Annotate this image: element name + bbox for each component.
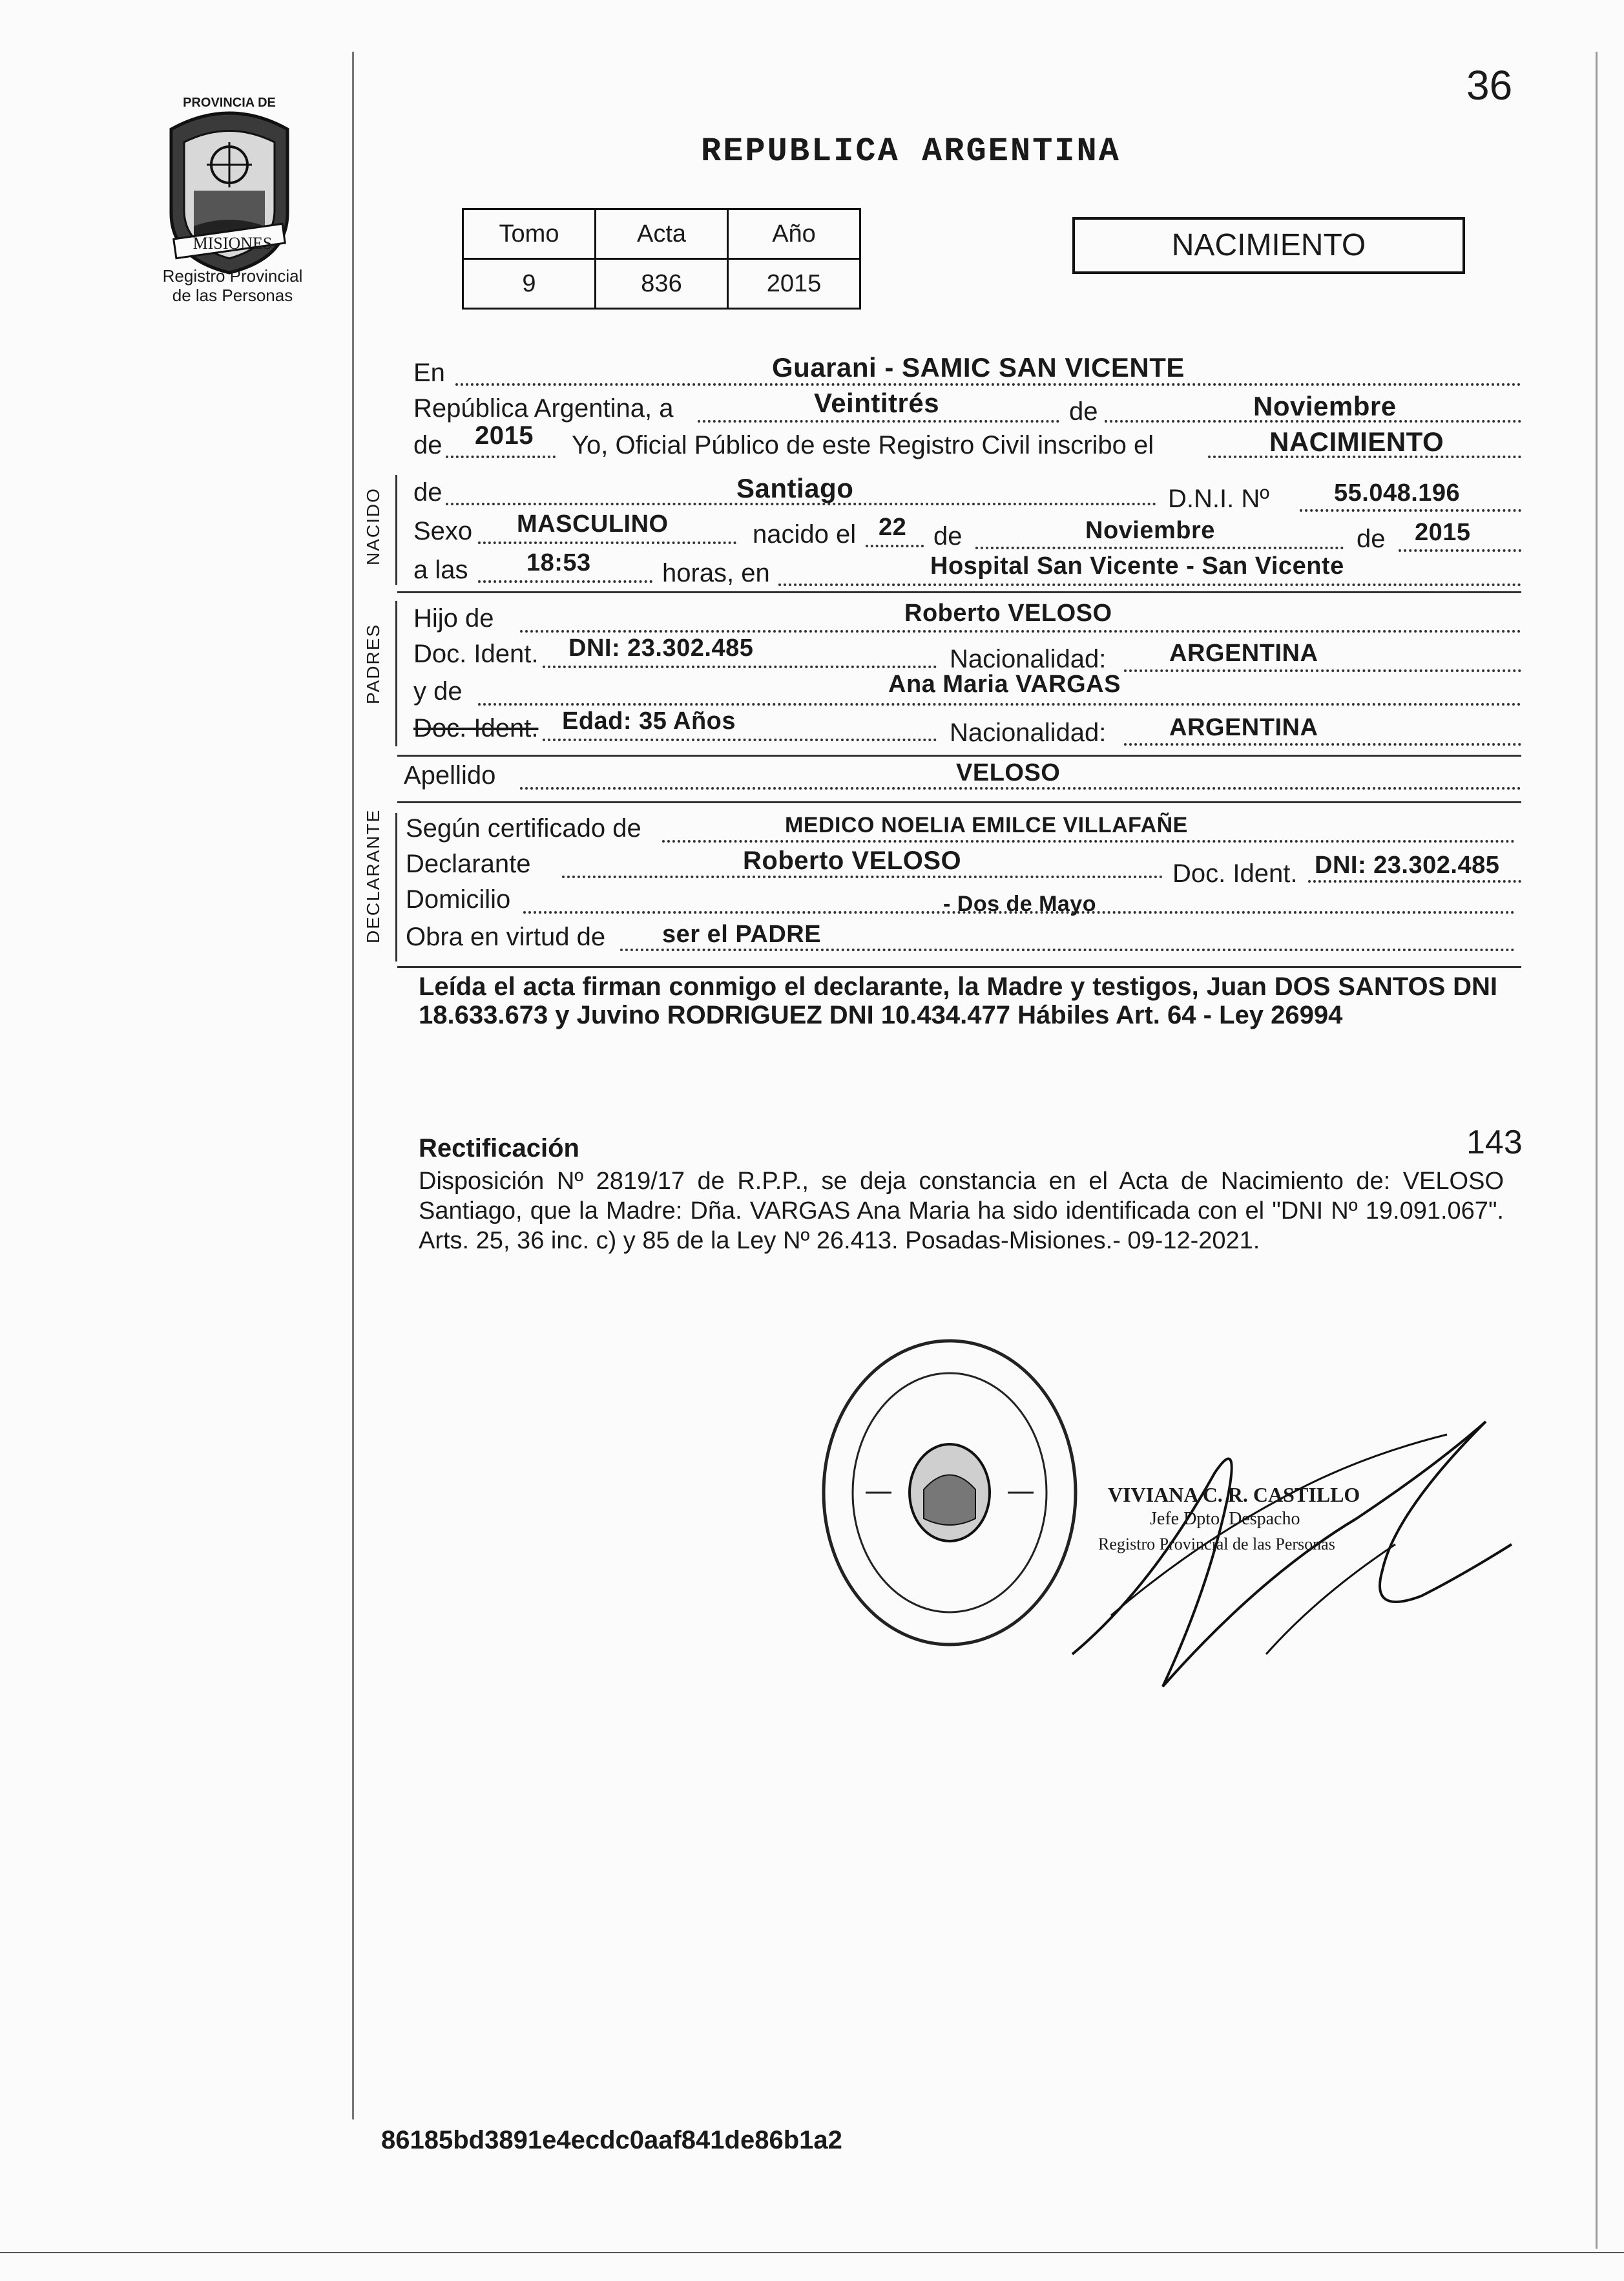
section-bracket (395, 475, 397, 585)
tomo-header: Tomo (463, 209, 596, 259)
segun-label: Según certificado de (406, 814, 641, 843)
sexo-value: MASCULINO (517, 510, 669, 538)
rectificacion-number: 143 (1466, 1124, 1523, 1161)
country-title: REPUBLICA ARGENTINA (701, 132, 1121, 171)
tomo-table (462, 208, 861, 310)
dotted-line (446, 456, 556, 458)
rectificacion-title: Rectificación (419, 1134, 579, 1162)
padre-doc-value: DNI: 23.302.485 (568, 635, 754, 662)
nacionalidad-label: Nacionalidad: (950, 645, 1107, 673)
declarante-label: Declarante (406, 850, 531, 878)
a-las-label: a las (413, 556, 468, 584)
dotted-line (1124, 669, 1521, 672)
dotted-line (562, 876, 1163, 878)
dotted-line (1124, 743, 1521, 746)
signatory-org: Registro Provincial de las Personas (1098, 1535, 1335, 1553)
domicilio-value: - Dos de Mayo (943, 892, 1096, 916)
logo-text-bottom: MISIONES (193, 234, 273, 253)
dotted-line (1300, 509, 1521, 512)
bottom-rule (0, 2252, 1624, 2253)
declarante-doc-label: Doc. Ident. (1172, 859, 1298, 888)
nacido-section-label: NACIDO (363, 487, 383, 565)
hora-value: 18:53 (526, 549, 591, 576)
dotted-line (1399, 549, 1521, 552)
dotted-line (975, 547, 1344, 549)
dotted-line (455, 383, 1521, 386)
tomo-value: 9 (463, 259, 596, 309)
nacido-de-label: de (413, 478, 442, 507)
acta-header: Acta (596, 209, 728, 259)
padre-nacionalidad-value: ARGENTINA (1169, 640, 1318, 667)
page-number: 36 (1466, 62, 1513, 109)
en-value: Guarani - SAMIC SAN VICENTE (772, 352, 1185, 383)
dotted-line (866, 545, 924, 547)
signatory-title: Jefe Dpto. Despacho (1150, 1509, 1300, 1529)
registry-line2: de las Personas (172, 286, 293, 305)
day-value: Veintitrés (814, 388, 940, 418)
dotted-line (698, 420, 1059, 423)
de-label: de (1069, 397, 1098, 426)
ano-value: 2015 (728, 259, 860, 309)
madre-nacionalidad-value: ARGENTINA (1169, 714, 1318, 741)
dotted-line (620, 949, 1515, 951)
madre-doc-value: Edad: 35 Años (562, 708, 736, 735)
year-label: de (413, 431, 442, 459)
document-hash-code: 86185bd3891e4ecdc0aaf841de86b1a2 (381, 2126, 842, 2154)
lugar-value: Hospital San Vicente - San Vicente (930, 552, 1344, 580)
segun-value: MEDICO NOELIA EMILCE VILLAFAÑE (785, 813, 1188, 837)
dotted-line (478, 541, 736, 544)
nacido-month-value: Noviembre (1085, 517, 1215, 544)
right-edge-rule (1596, 52, 1598, 2249)
declarante-section-label: DECLARANTE (363, 808, 383, 943)
padre-value: Roberto VELOSO (904, 600, 1112, 627)
section-divider (397, 801, 1521, 803)
nacido-el-label: nacido el (753, 520, 857, 549)
padres-section-label: PADRES (363, 623, 383, 704)
dotted-line (662, 840, 1515, 843)
nacionalidad-label2: Nacionalidad: (950, 719, 1107, 747)
dotted-line (478, 580, 652, 583)
document-type-box: NACIMIENTO (1072, 217, 1465, 274)
nacido-year-value: 2015 (1415, 519, 1471, 546)
signatory-name: VIVIANA C. R. CASTILLO (1108, 1483, 1360, 1506)
apellido-label: Apellido (404, 761, 496, 790)
madre-value: Ana Maria VARGAS (888, 671, 1121, 698)
domicilio-label: Domicilio (406, 885, 511, 914)
dotted-line (520, 787, 1521, 790)
dotted-line (543, 666, 937, 668)
rectificacion-text: Disposición Nº 2819/17 de R.P.P., se deja constancia en el Acta de Nacimiento de: VELOSO Santiago, que la Madre: Dña. VARGAS Ana Maria ha sido identificada con el "DNI Nº 19.091.067". Arts. 25, 36 inc. c) y 85 de la Ley Nº 26.413. Posadas-Misiones.- 09-12-2021. (419, 1168, 1504, 1254)
y-de-label: y de (413, 677, 463, 706)
section-bracket (395, 601, 397, 746)
registry-line1: Registro Provincial (162, 266, 303, 286)
republica-label: República Argentina, a (413, 394, 674, 423)
horas-en-label: horas, en (662, 559, 770, 587)
nacido-de-label3: de (1357, 525, 1386, 553)
closing-text: Leída el acta firman conmigo el declarante, la Madre y testigos, Juan DOS SANTOS DNI 18.633.673 y Juvino RODRIGUEZ DNI 10.434.477 Hábiles Art. 64 - Ley 26994 (419, 972, 1497, 1029)
doc-ident-label: Doc. Ident. (413, 640, 539, 668)
doc-ident-label2: Doc. Ident. (413, 714, 539, 742)
ano-header: Año (728, 209, 860, 259)
nacido-de-label2: de (933, 522, 963, 551)
section-bracket (395, 813, 397, 962)
dotted-line (778, 583, 1521, 586)
apellido-value: VELOSO (956, 759, 1061, 786)
sexo-label: Sexo (413, 517, 473, 545)
logo-text-top: PROVINCIA DE (183, 96, 276, 110)
section-divider (397, 591, 1521, 593)
en-label: En (413, 359, 445, 387)
obra-label: Obra en virtud de (406, 923, 606, 951)
nacido-day-value: 22 (879, 514, 907, 541)
dotted-line (478, 703, 1521, 706)
declarante-doc-value: DNI: 23.302.485 (1315, 852, 1500, 879)
section-divider (397, 755, 1521, 757)
dni-label: D.N.I. Nº (1168, 485, 1269, 513)
year-value: 2015 (475, 421, 534, 450)
dotted-line (1308, 880, 1521, 883)
acta-value: 836 (596, 259, 728, 309)
dotted-line (520, 630, 1521, 633)
nacido-name-value: Santiago (736, 473, 854, 503)
inscribo-label: Yo, Oficial Público de este Registro Civil inscribo el (572, 431, 1154, 459)
inscribo-value: NACIMIENTO (1269, 426, 1444, 457)
hijo-de-label: Hijo de (413, 604, 494, 633)
month-value: Noviembre (1253, 391, 1397, 421)
nacido-dni-value: 55.048.196 (1334, 479, 1461, 507)
margin-rule (352, 52, 354, 2119)
section-divider (397, 966, 1521, 968)
dotted-line (543, 739, 937, 741)
obra-value: ser el PADRE (662, 921, 822, 948)
declarante-value: Roberto VELOSO (743, 846, 962, 875)
